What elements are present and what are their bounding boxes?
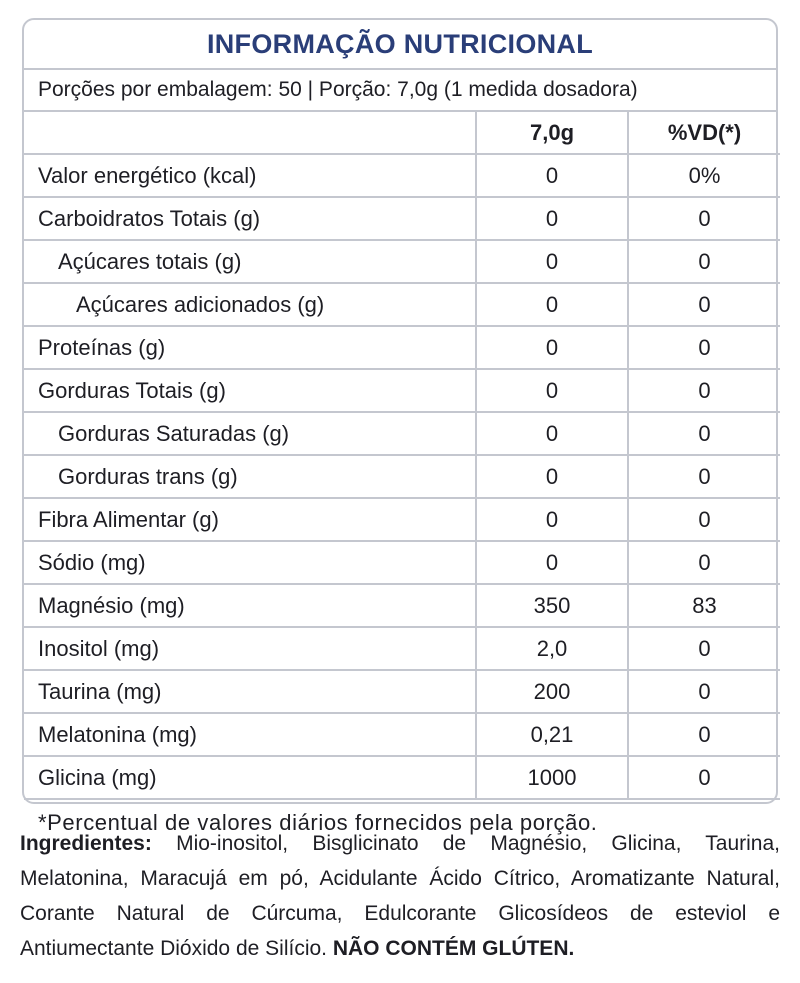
nutrient-name: Inositol (mg): [24, 627, 476, 670]
nutrient-name: Valor energético (kcal): [24, 154, 476, 197]
table-row: [24, 455, 780, 498]
table-row: [24, 412, 780, 455]
nutrient-vd: 0: [628, 756, 780, 799]
nutrient-name: Gorduras Totais (g): [24, 369, 476, 412]
nutrient-name: Proteínas (g): [24, 326, 476, 369]
ingredients-label: Ingredientes:: [20, 832, 152, 855]
nutrient-vd: 0: [628, 498, 780, 541]
nutrient-amount: 2,0: [476, 627, 628, 670]
nutrient-vd: 0: [628, 412, 780, 455]
label-title: INFORMAÇÃO NUTRICIONAL: [24, 20, 776, 70]
nutrient-vd: 0: [628, 326, 780, 369]
nutrient-vd: 0: [628, 713, 780, 756]
nutrient-name: Açúcares adicionados (g): [24, 283, 476, 326]
nutrient-vd: 0: [628, 455, 780, 498]
nutrient-amount: 0: [476, 326, 628, 369]
nutrient-vd: 0%: [628, 154, 780, 197]
ingredients-text: [20, 826, 780, 966]
table-row: [24, 197, 780, 240]
nutrient-amount: 0: [476, 154, 628, 197]
ingredients-list: Mio-inositol, Bisglicinato de Magnésio, Glicina, Taurina, Melatonina, Maracujá em pó, Acidulante Ácido Cítrico, Aromatizante Natural, Corante Natural de Cúrcuma, Edulcorante Glicosídeos de esteviol e Antiumectante Dióxido de Silício.: [20, 832, 780, 960]
table-row: [24, 283, 780, 326]
nutrient-name: Gorduras trans (g): [24, 455, 476, 498]
table-row: [24, 756, 780, 799]
nutrient-amount: 0: [476, 498, 628, 541]
nutrient-amount: 0: [476, 541, 628, 584]
nutrient-name: Magnésio (mg): [24, 584, 476, 627]
table-row: [24, 498, 780, 541]
nutrient-amount: 0: [476, 240, 628, 283]
nutrition-facts-label: [22, 18, 778, 835]
nutrient-amount: 0: [476, 455, 628, 498]
nutrient-name: Taurina (mg): [24, 670, 476, 713]
nutrient-amount: 0: [476, 283, 628, 326]
table-row: [24, 541, 780, 584]
nutrient-name: Gorduras Saturadas (g): [24, 412, 476, 455]
table-row: [24, 326, 780, 369]
footnote: *Percentual de valores diários fornecidos pela porção.: [38, 810, 598, 835]
nutrient-name: Melatonina (mg): [24, 713, 476, 756]
table-row: [24, 670, 780, 713]
table-row: [24, 584, 780, 627]
nutrient-vd: 0: [628, 541, 780, 584]
table-row: [24, 240, 780, 283]
nutrient-amount: 350: [476, 584, 628, 627]
nutrient-name: Fibra Alimentar (g): [24, 498, 476, 541]
header-vd: %VD(*): [628, 112, 780, 154]
nutrient-amount: 0,21: [476, 713, 628, 756]
nutrient-amount: 0: [476, 197, 628, 240]
header-amount: 7,0g: [476, 112, 628, 154]
nutrient-name: Açúcares totais (g): [24, 240, 476, 283]
nutrient-vd: 0: [628, 369, 780, 412]
gluten-warning: NÃO CONTÉM GLÚTEN.: [332, 937, 575, 960]
nutrient-vd: 0: [628, 197, 780, 240]
nutrient-vd: 0: [628, 240, 780, 283]
nutrient-name: Glicina (mg): [24, 756, 476, 799]
nutrient-name: Carboidratos Totais (g): [24, 197, 476, 240]
nutrition-table: [24, 112, 780, 800]
nutrient-vd: 0: [628, 670, 780, 713]
nutrient-vd: 0: [628, 283, 780, 326]
nutrient-amount: 200: [476, 670, 628, 713]
table-row: [24, 154, 780, 197]
nutrient-vd: 0: [628, 627, 780, 670]
table-row: [24, 627, 780, 670]
nutrient-name: Sódio (mg): [24, 541, 476, 584]
header-nutrient: [24, 112, 476, 154]
nutrient-amount: 1000: [476, 756, 628, 799]
table-header-row: [24, 112, 780, 154]
table-row: [24, 713, 780, 756]
nutrient-vd: 83: [628, 584, 780, 627]
portion-info: Porções por embalagem: 50 | Porção: 7,0g (1 medida dosadora): [24, 70, 776, 112]
table-row: [24, 369, 780, 412]
nutrient-amount: 0: [476, 412, 628, 455]
nutrient-amount: 0: [476, 369, 628, 412]
